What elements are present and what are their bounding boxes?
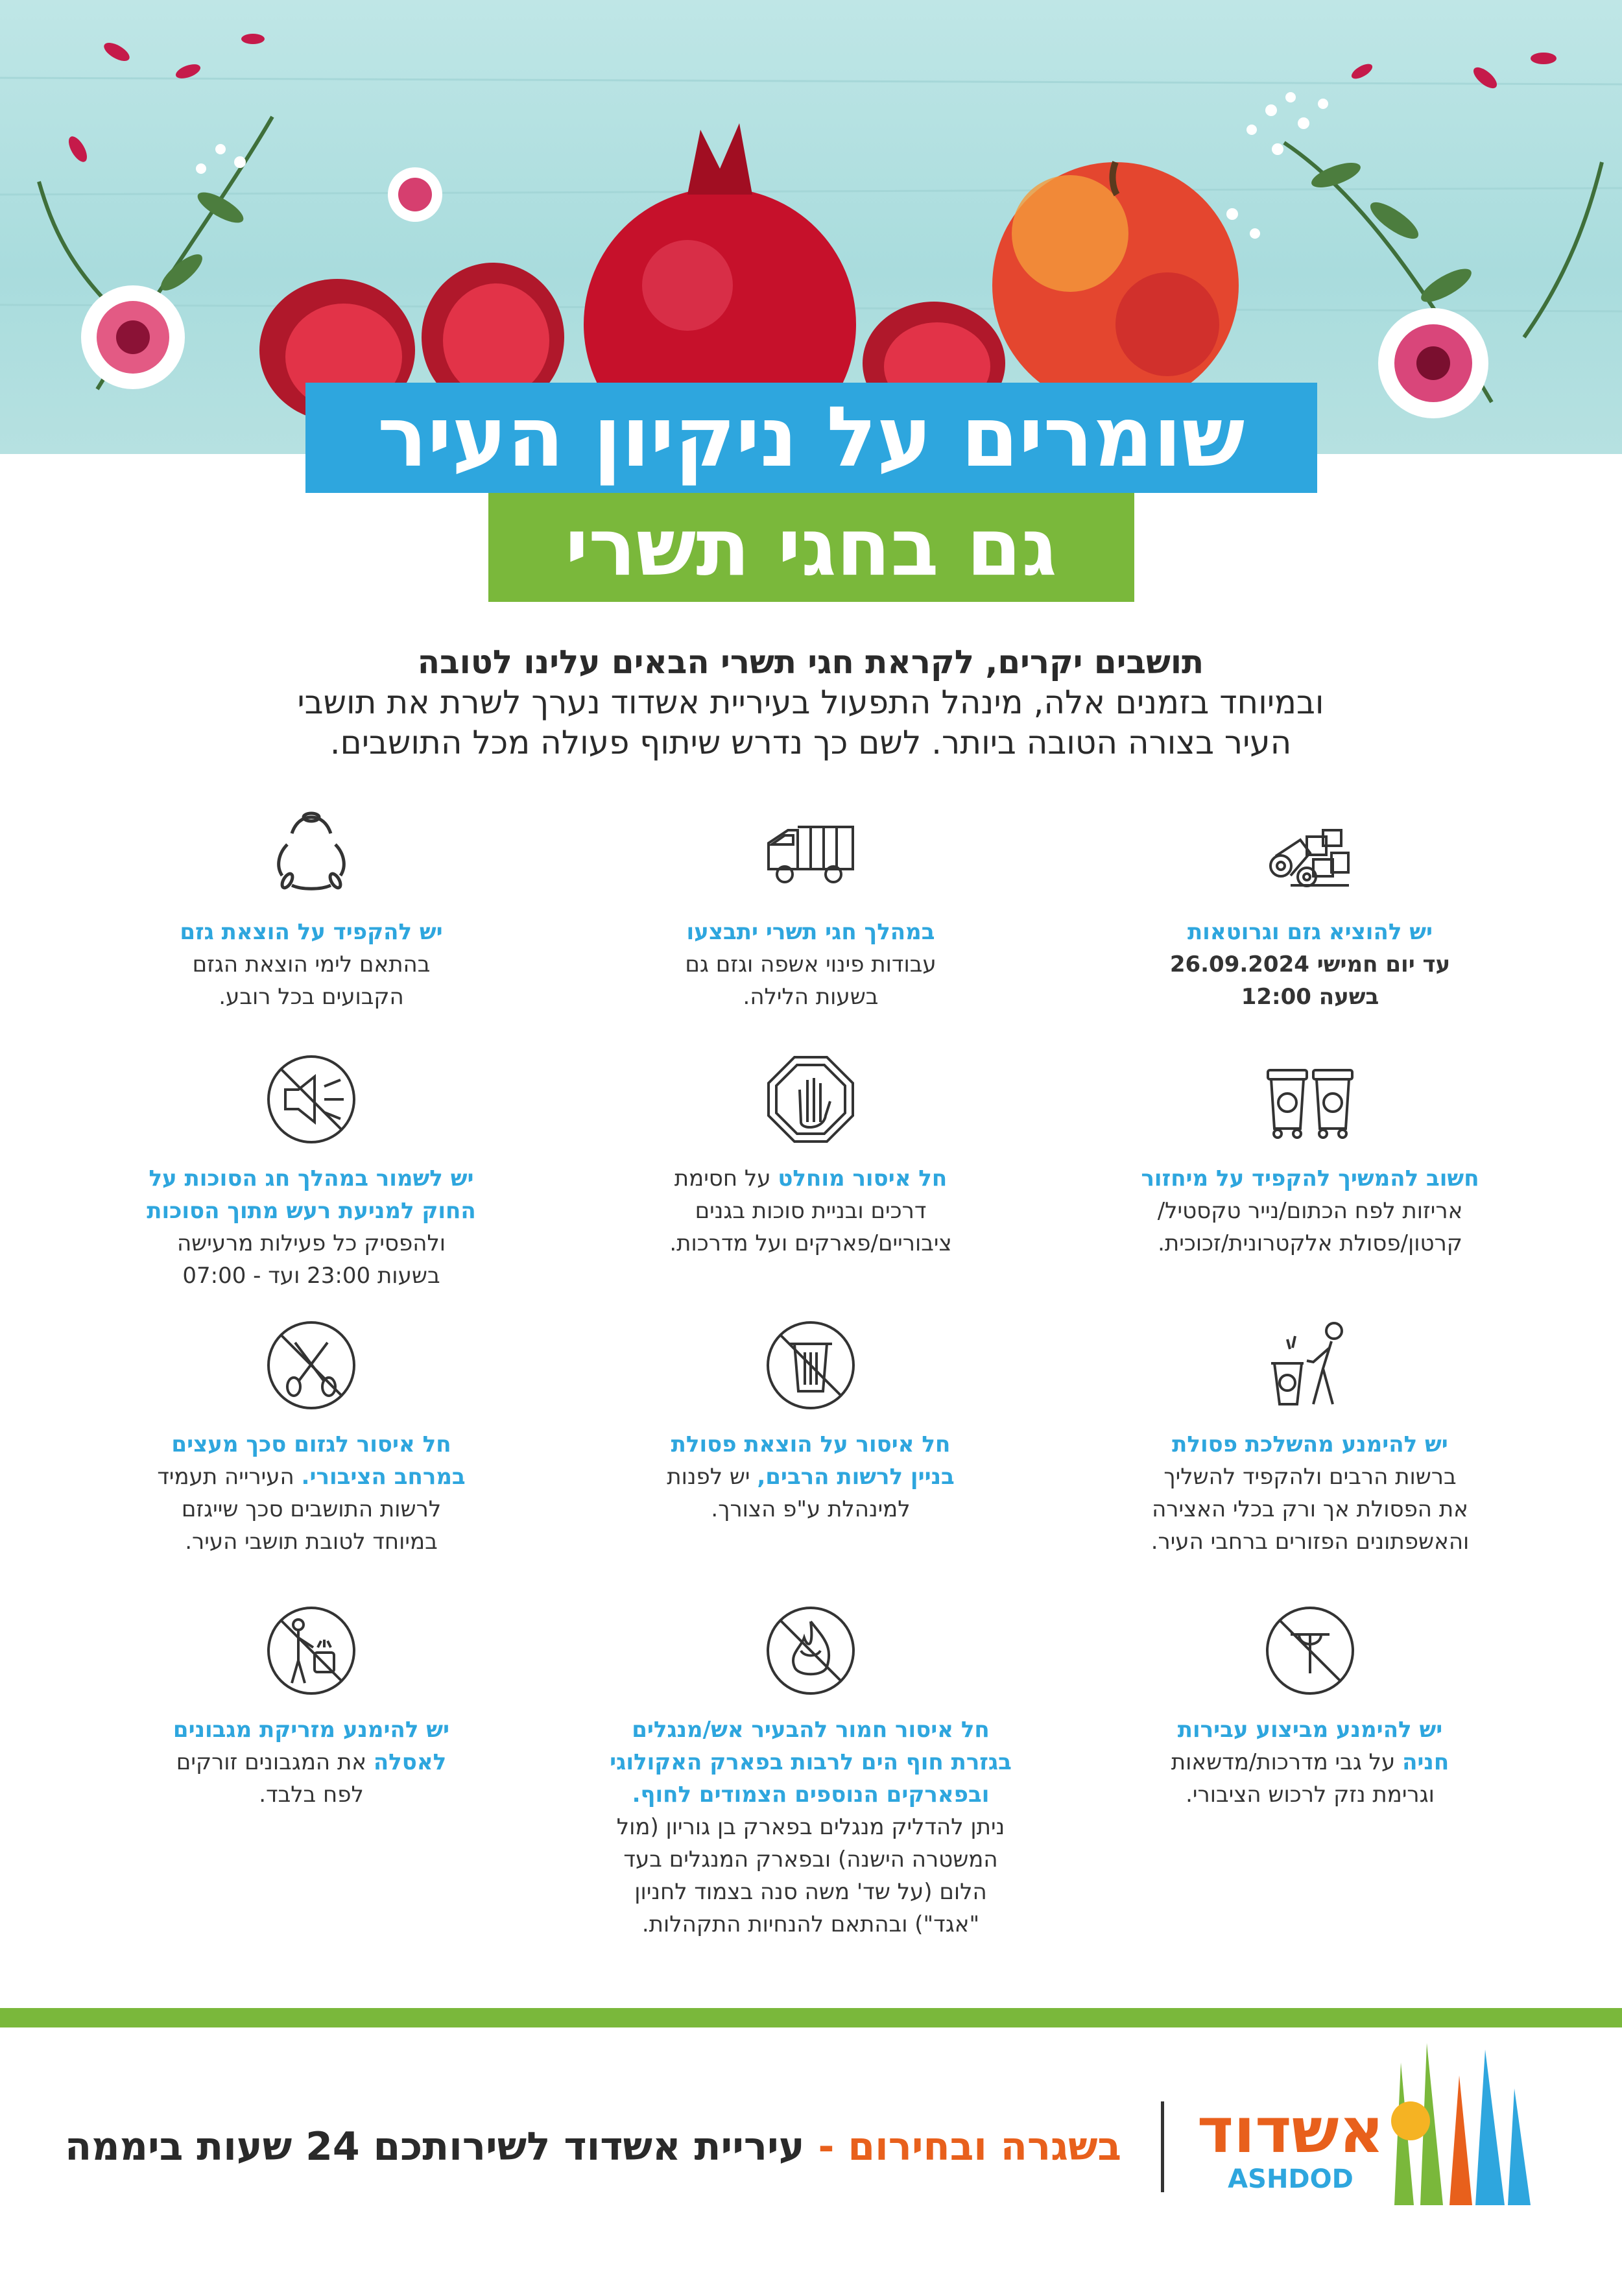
logo-latin: ASHDOD [1228, 2164, 1354, 2194]
item-text-1: אריזות לפח הכתום/נייר טקסטיל/ [1157, 1198, 1463, 1224]
item-fire-ban [584, 1602, 1038, 1941]
item-heading: חל איסור על הוצאת פסולת [671, 1431, 951, 1457]
item-noise [84, 1051, 538, 1292]
item-text-1: וגרימת נזק לרכוש הציבורי. [1186, 1782, 1435, 1808]
item-heading: יש להקפיד על הוצאת גזם [180, 919, 443, 945]
intro-text [208, 642, 1414, 763]
item-construction-waste [584, 1317, 1038, 1525]
item-night-collection [584, 804, 1038, 1013]
no-fire-icon [762, 1602, 859, 1699]
main-title: שומרים על ניקיון העיר [305, 383, 1317, 493]
logo-wordmark: אשדוד [1197, 2094, 1385, 2167]
item-text-2: ציבוריים/פארקים ועל מדרכות. [669, 1230, 952, 1256]
recycling-bins-icon [1261, 1051, 1359, 1148]
stop-hand-icon [762, 1051, 859, 1148]
item-parking [1083, 1602, 1537, 1811]
item-heading-2 [84, 1461, 538, 1493]
item-heading: במהלך חגי תשרי יתבצעו [686, 919, 935, 945]
item-text-4: "אגד") ובהתאם להנחיות התקהלות. [641, 1911, 980, 1937]
item-text-1: עד יום חמישי 26.09.2024 [1169, 951, 1451, 977]
item-heading-2 [1083, 1746, 1537, 1778]
item-text-3: והאשפתונים הפזורים ברחבי העיר. [1151, 1529, 1470, 1555]
footer-service-text: עיריית אשדוד לשירותכם 24 שעות ביממה [65, 2124, 805, 2170]
item-heading-strong: חניה [1402, 1749, 1449, 1775]
item-heading-tail: יש לפנות [667, 1464, 757, 1490]
item-text-1: עבודות פינוי אשפה וגזם גם [685, 951, 936, 977]
item-text-2: קרטון/פסולת אלקטרונית/זכוכית. [1158, 1230, 1462, 1256]
item-heading-3: ובפארקים הנוספים הצמודים לחוף. [632, 1782, 990, 1808]
litter-person-icon [1261, 1317, 1359, 1414]
item-text-1: ניתן להדליק מנגלים בפארק בן גוריון (מול [616, 1814, 1005, 1840]
item-text-2: בשעה 12:00 [1241, 984, 1379, 1010]
no-cutting-icon [263, 1317, 360, 1414]
no-noise-icon [263, 1051, 360, 1148]
item-wipes [84, 1602, 538, 1811]
item-text-2: במיוחד לטובת תושבי העיר. [185, 1529, 438, 1555]
item-heading-2 [84, 1746, 538, 1778]
item-littering [1083, 1317, 1537, 1558]
item-heading-strong: בניין לרשות הרבים, [757, 1464, 955, 1490]
item-no-pruning [84, 1317, 538, 1558]
item-heading: חשוב להמשיך להקפיד על מיחזור [1141, 1166, 1479, 1191]
item-heading-2: בגזרת חוף הים לרבות בפארק האקולוגי [610, 1749, 1012, 1775]
item-text-1: בהתאם לימי הוצאת הגזם [192, 951, 431, 977]
item-heading: חל איסור לגזום סכך מעצים [171, 1431, 451, 1457]
item-text-2: בשעות הלילה. [743, 984, 879, 1010]
item-heading: יש להימנע מביצוע עבירות [1177, 1717, 1443, 1743]
item-text-2: בשעות 23:00 ועד - 07:00 [182, 1263, 440, 1289]
item-heading: חל איסור חמור להבעיר אש/מנגלים [632, 1717, 990, 1743]
no-bin-icon [762, 1317, 859, 1414]
footer-separator [1161, 2101, 1164, 2192]
item-heading: יש להימנע מהשלכת פסולת [1172, 1431, 1448, 1457]
item-text-3: הלום (על שד' משה סנה בצמוד לחניון [634, 1879, 987, 1905]
item-heading-tail: העירייה תעמיד [157, 1464, 302, 1490]
no-graffiti-icon [1261, 1602, 1359, 1699]
garbage-truck-icon [762, 804, 859, 902]
item-text-2: את הפסולת אך ורק בכלי האצירה [1152, 1496, 1468, 1522]
footer-dash: - [804, 2124, 848, 2170]
footer-slogan [65, 2121, 1128, 2173]
item-heading-tail: על חסימת [674, 1166, 778, 1191]
item-recycling [1083, 1051, 1537, 1260]
item-heading-strong: במרחב הציבורי. [301, 1464, 466, 1490]
item-heading: יש להימנע מזריקת מגבונים [173, 1717, 450, 1743]
garden-waste-icon [1261, 804, 1359, 902]
item-heading: יש לשמור במהלך חג הסוכות על [149, 1166, 474, 1191]
item-heading: יש להוציא גזם וגרוטאות [1187, 919, 1433, 945]
item-text-1: למינהלת ע"פ הצורך. [711, 1496, 911, 1522]
footer-divider-bar [0, 2008, 1622, 2027]
item-heading-2 [584, 1461, 1038, 1493]
intro-line-3: העיר בצורה הטובה ביותר. לשם כך נדרש שיתוף פעולה מכל התושבים. [329, 724, 1292, 761]
item-garden-days [84, 804, 538, 1013]
sub-title: גם בחגי תשרי [488, 493, 1134, 602]
intro-line-2: ובמיוחד בזמנים אלה, מינהל התפעול בעיריית אשדוד נערך לשרת את תושבי [297, 684, 1324, 721]
item-garden-waste [1083, 804, 1537, 1013]
item-text-1: דרכים ובניית סוכות בגנים [695, 1198, 927, 1224]
item-heading-strong: לאסלה [373, 1749, 447, 1775]
item-heading-2: החוק למניעת רעש מתוך הסוכות [147, 1198, 476, 1224]
item-heading-strong: חל איסור מוחלט [778, 1166, 948, 1191]
item-heading [584, 1162, 1038, 1195]
recycle-icon [263, 804, 360, 902]
item-text-2: המשטרה הישנה) ובפארק המנגלים בעד [623, 1847, 998, 1872]
item-heading-tail: על גבי מדרכות/מדשאות [1171, 1749, 1403, 1775]
item-no-blocking [584, 1051, 1038, 1260]
footer-highlight: בשגרה ובחירום [848, 2124, 1122, 2170]
item-text-1: לרשות התושבים סכך שייגזם [181, 1496, 442, 1522]
item-text-2: הקבועים בכל רובע. [219, 984, 404, 1010]
item-text-1: ולהפסיק כל פעילות מרעישה [176, 1230, 446, 1256]
no-flowers-toilet-icon [263, 1602, 360, 1699]
intro-line-1: תושבים יקרים, לקראת חגי תשרי הבאים עלינו לטובה [417, 643, 1204, 681]
item-text-1: לפח בלבד. [259, 1782, 364, 1808]
item-text-1: ברשות הרבים ולהקפיד להשליך [1163, 1464, 1457, 1490]
guidelines-grid [84, 804, 1537, 1991]
item-heading-tail: את המגבונים זורקים [176, 1749, 374, 1775]
